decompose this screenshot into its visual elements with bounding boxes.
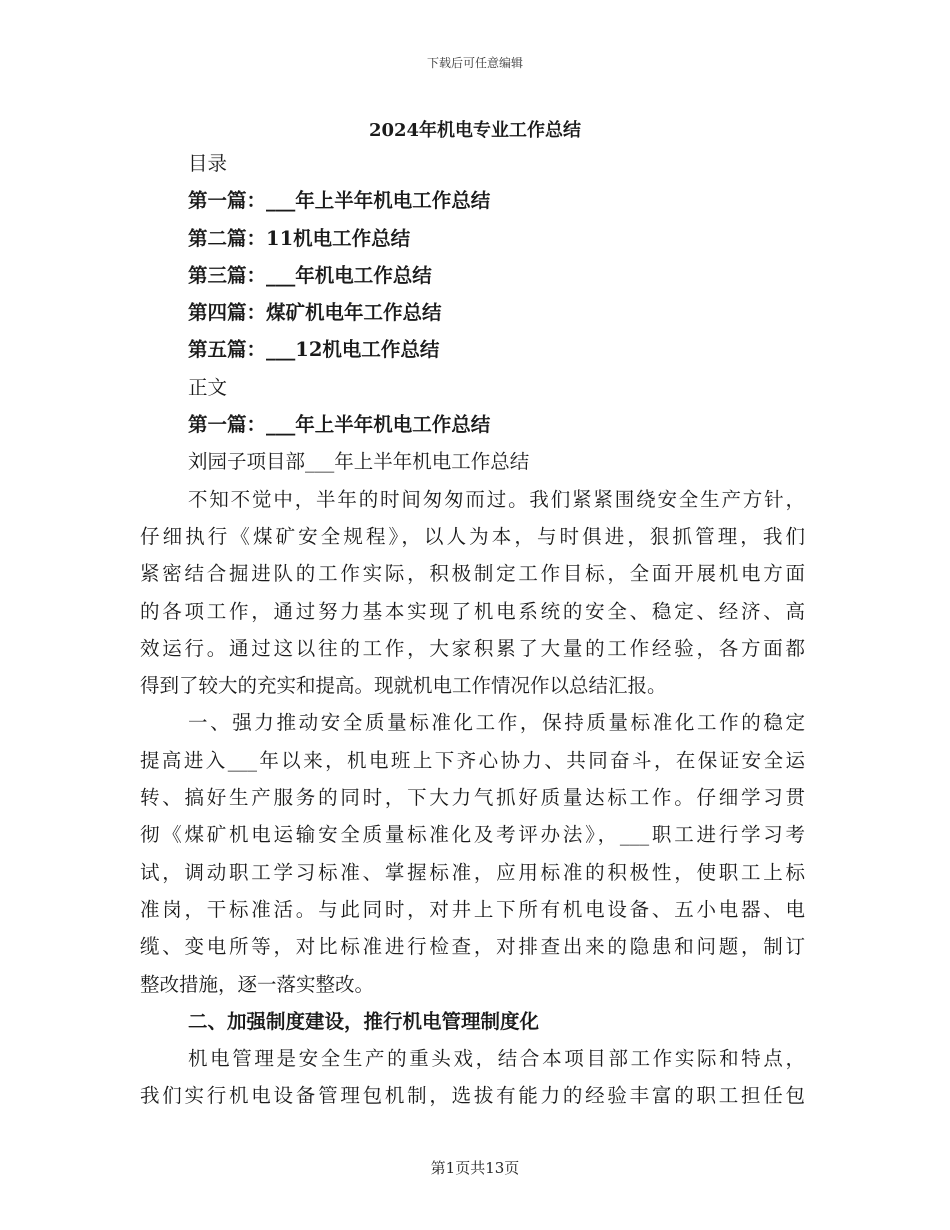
paragraph-line: 不知不觉中，半年的时间匆匆而过。我们紧紧围绕安全生产方针，: [188, 487, 805, 511]
paragraph-line: 彻《煤矿机电运输安全质量标准化及考评办法》，___职工进行学习考: [140, 823, 805, 847]
toc-item: 第四篇：煤矿机电年工作总结: [188, 301, 442, 325]
paragraph-line: 仔细执行《煤矿安全规程》，以人为本，与时俱进，狠抓管理，我们: [140, 524, 805, 548]
toc-item: 第一篇：___年上半年机电工作总结: [188, 189, 491, 213]
document-title: 2024年机电专业工作总结: [368, 120, 582, 141]
paragraph-line: 的各项工作，通过努力基本实现了机电系统的安全、稳定、经济、高: [140, 599, 805, 623]
section-subtitle: 刘园子项目部___年上半年机电工作总结: [188, 450, 530, 474]
paragraph-line: 得到了较大的充实和提高。现就机电工作情况作以总结汇报。: [140, 674, 667, 698]
paragraph-3: [140, 1040, 805, 1115]
paragraph-line: 整改措施，逐一落实整改。: [140, 972, 375, 996]
page-number: 第1页共13页: [430, 1159, 520, 1177]
paragraph-2: [140, 704, 805, 1002]
paragraph-line: 转、搞好生产服务的同时，下大力气抓好质量达标工作。仔细学习贯: [140, 786, 805, 810]
document-body: [140, 145, 805, 1115]
paragraph-line: 效运行。通过这以往的工作，大家积累了大量的工作经验，各方面都: [140, 636, 805, 660]
toc-item: 第五篇：___12机电工作总结: [188, 338, 440, 362]
section-title: 第一篇：___年上半年机电工作总结: [188, 413, 491, 437]
toc-item: 第二篇：11机电工作总结: [188, 226, 411, 250]
paragraph-line: 提高进入___年以来，机电班上下齐心协力、共同奋斗，在保证安全运: [140, 748, 805, 772]
toc-item: 第三篇：___年机电工作总结: [188, 263, 432, 287]
header-note: 下载后可任意编辑: [426, 56, 523, 70]
paragraph-1: [140, 481, 805, 705]
paragraph-line: 紧密结合掘进队的工作实际，积极制定工作目标，全面开展机电方面: [140, 562, 805, 586]
paragraph-line: 我们实行机电设备管理包机制，选拔有能力的经验丰富的职工担任包: [140, 1084, 805, 1108]
paragraph-line: 机电管理是安全生产的重头戏，结合本项目部工作实际和特点，: [188, 1047, 805, 1071]
section2-title: 二、加强制度建设，推行机电管理制度化: [188, 1009, 540, 1033]
toc-heading: 目录: [188, 152, 228, 175]
paragraph-line: 试，调动职工学习标准、掌握标准，应用标准的积极性，使职工上标: [140, 860, 805, 884]
paragraph-line: 一、强力推动安全质量标准化工作，保持质量标准化工作的稳定: [188, 711, 805, 735]
paragraph-line: 缆、变电所等，对比标准进行检查，对排查出来的隐患和问题，制订: [140, 935, 805, 959]
main-heading: 正文: [188, 375, 228, 399]
paragraph-line: 准岗，干标准活。与此同时，对井上下所有机电设备、五小电器、电: [140, 897, 805, 921]
